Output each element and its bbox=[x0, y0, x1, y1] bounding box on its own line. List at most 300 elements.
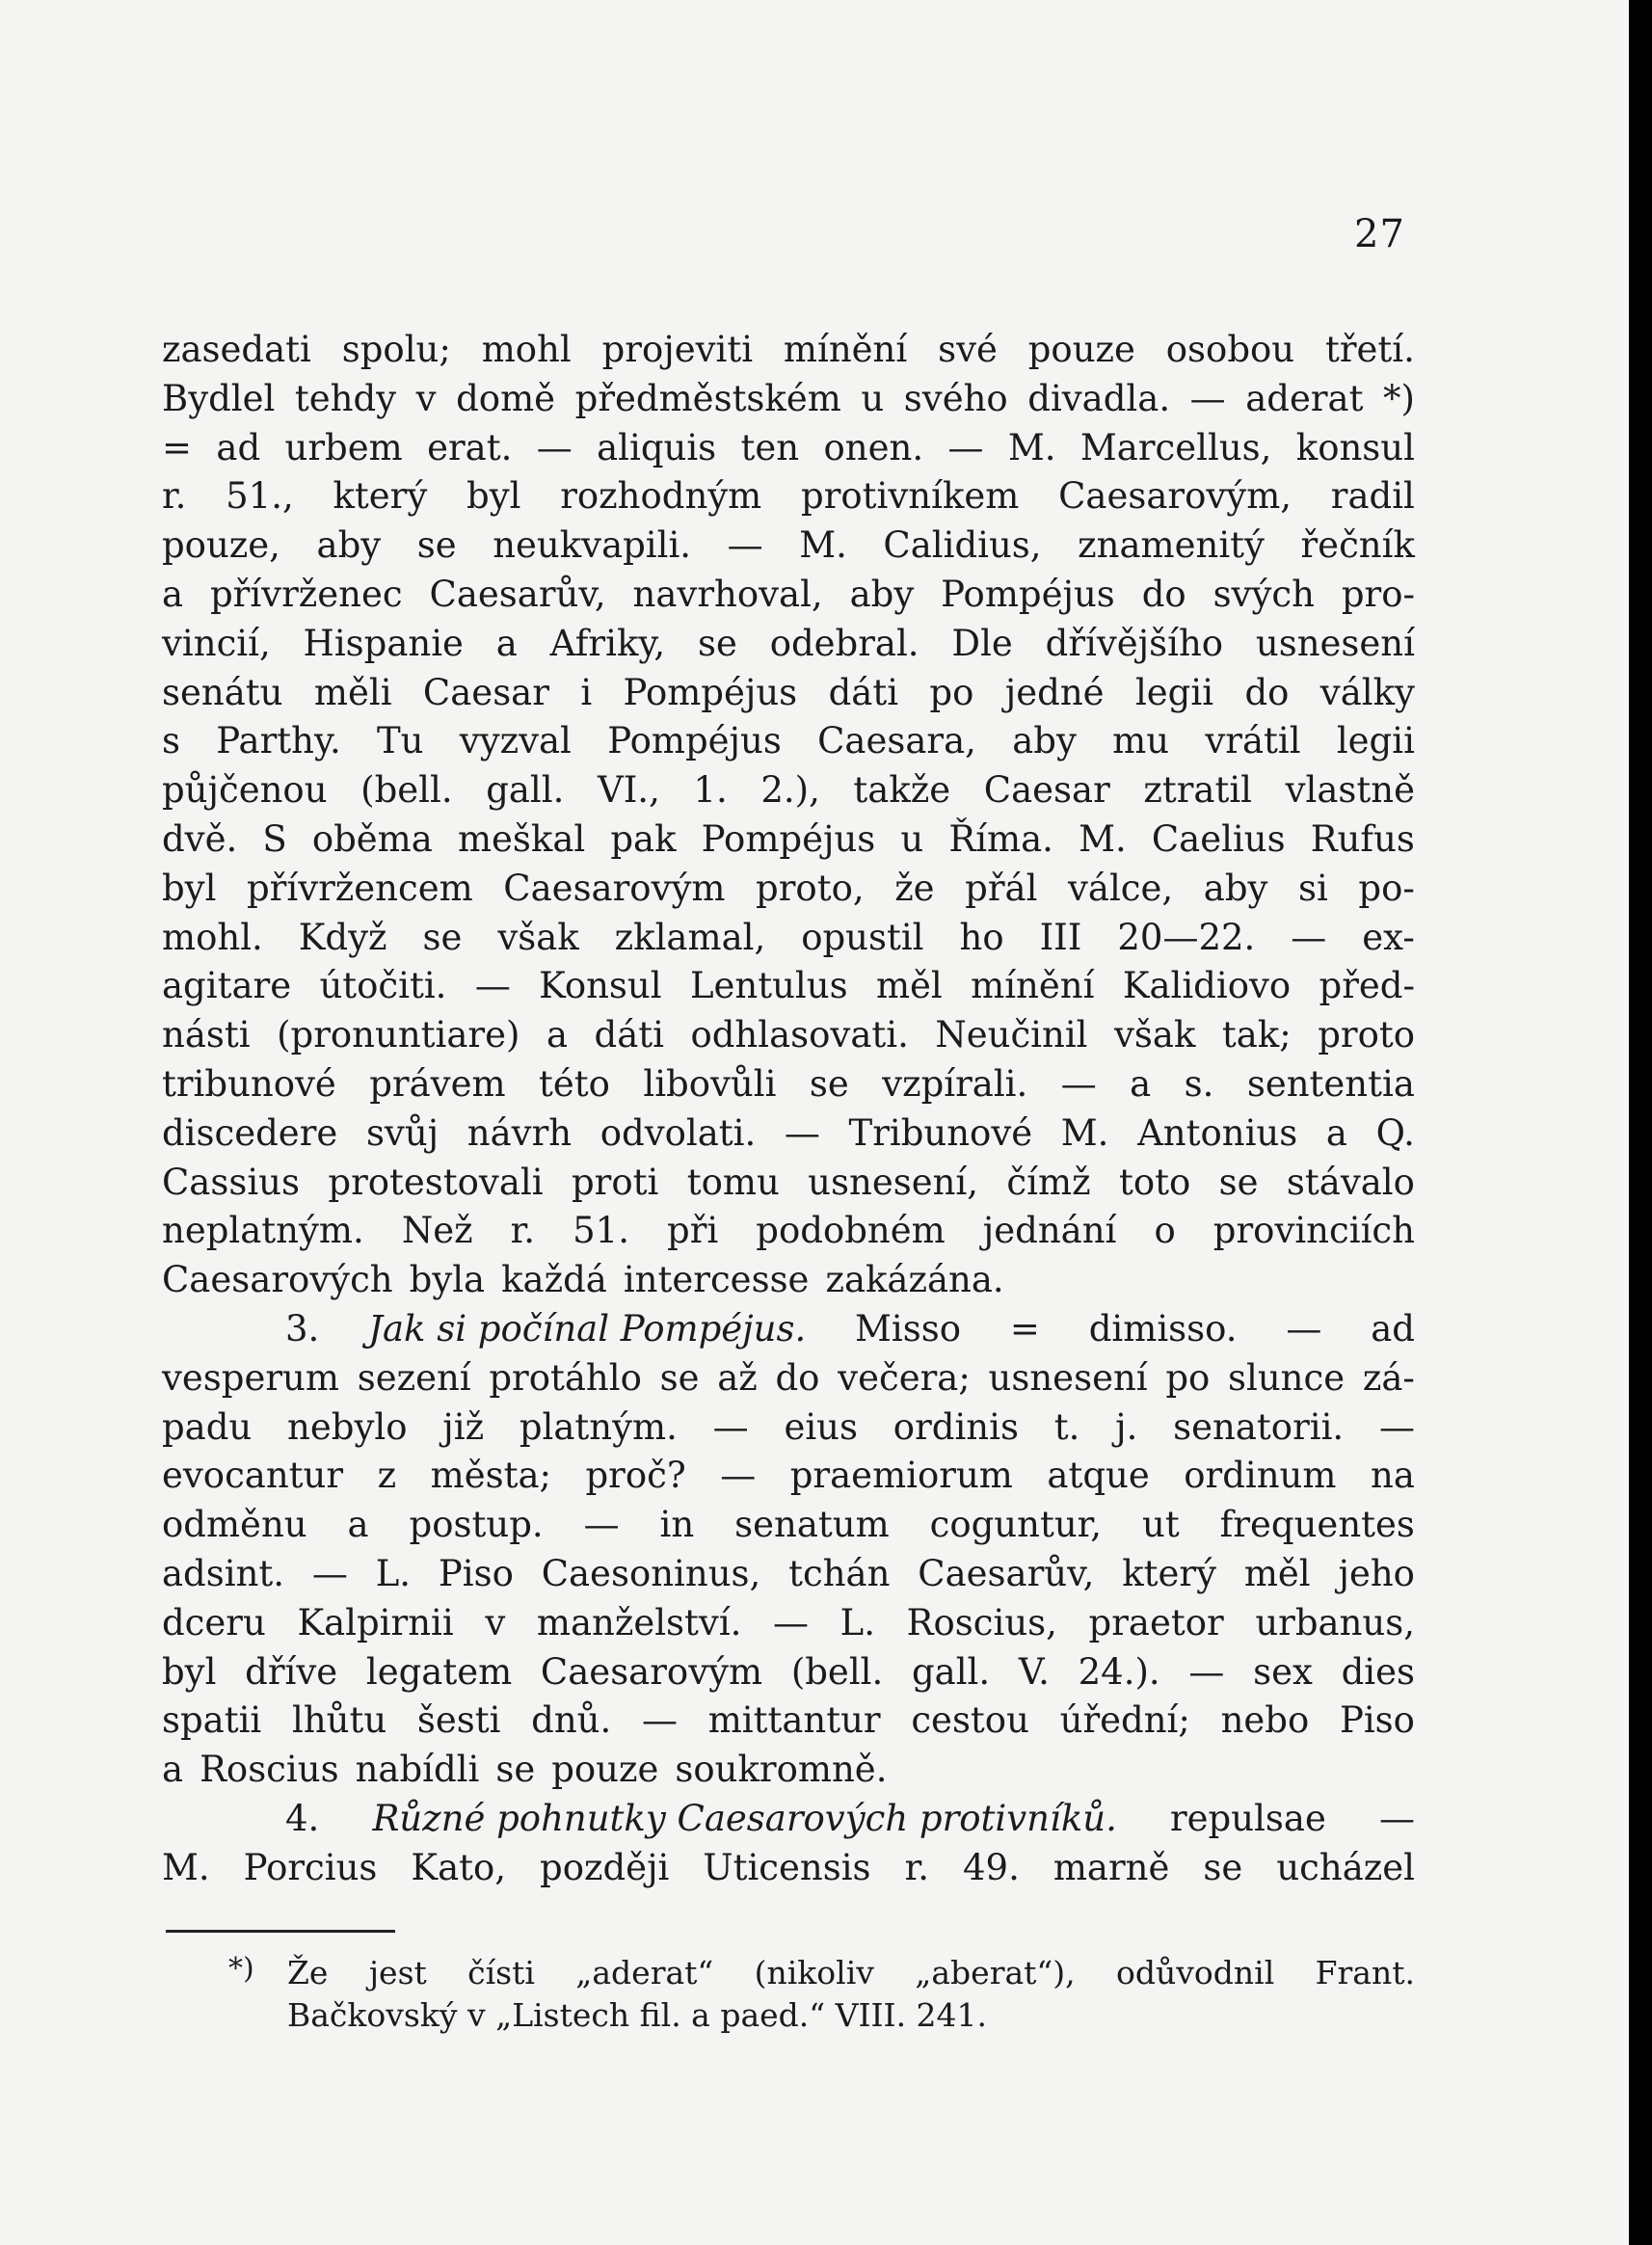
word: vrátil bbox=[1205, 720, 1301, 762]
word: Marcellus, bbox=[1079, 426, 1272, 468]
word: osobou bbox=[1165, 329, 1295, 370]
word: neplatným. bbox=[162, 1210, 364, 1252]
word: ten bbox=[740, 426, 800, 468]
word: Kato, bbox=[411, 1846, 507, 1888]
word: erat. bbox=[427, 426, 513, 468]
word: přívrženec bbox=[209, 573, 403, 615]
word: spolu; bbox=[341, 329, 451, 370]
word: aderat bbox=[1245, 377, 1364, 419]
word: — bbox=[583, 1504, 620, 1546]
word: do bbox=[775, 1356, 820, 1399]
word: byla bbox=[409, 1259, 486, 1301]
word: nebo bbox=[1220, 1699, 1310, 1742]
word: o bbox=[1154, 1210, 1176, 1252]
word: r. bbox=[510, 1210, 536, 1252]
word: mu bbox=[1112, 720, 1170, 762]
word: u bbox=[861, 377, 885, 419]
word: Pompéjus bbox=[623, 671, 798, 713]
text-line-30 bbox=[162, 1746, 1415, 1795]
word: L. bbox=[839, 1601, 876, 1644]
text-line-28 bbox=[162, 1648, 1415, 1697]
text-line-1 bbox=[162, 326, 1415, 375]
word: odebral. bbox=[769, 622, 919, 664]
word: před- bbox=[1319, 965, 1415, 1007]
word: postup. bbox=[409, 1504, 544, 1546]
word: agitare bbox=[162, 965, 292, 1007]
word: měl bbox=[875, 965, 943, 1007]
word: návrh bbox=[466, 1111, 573, 1154]
word: u bbox=[900, 817, 924, 860]
word: III bbox=[1039, 916, 1082, 958]
word: sex bbox=[1253, 1650, 1313, 1693]
word: proto bbox=[1318, 1014, 1415, 1056]
word: Caesoninus, bbox=[541, 1552, 761, 1594]
word: Hispanie bbox=[303, 622, 464, 664]
word: in bbox=[659, 1504, 695, 1546]
footnote-marker: *) bbox=[228, 1952, 254, 1986]
word: Neučinil bbox=[935, 1014, 1088, 1056]
word: a bbox=[495, 622, 518, 664]
word: aliquis bbox=[597, 426, 717, 468]
text-line-17 bbox=[162, 1109, 1415, 1159]
word: — bbox=[947, 426, 984, 468]
word: měli bbox=[313, 671, 392, 713]
word: odhlasovati. bbox=[690, 1014, 909, 1056]
word: třetí. bbox=[1324, 329, 1415, 370]
word: 51., bbox=[226, 475, 294, 518]
word: Roscius bbox=[200, 1749, 339, 1791]
word: Afriky, bbox=[549, 622, 666, 664]
word: provinciích bbox=[1212, 1210, 1415, 1252]
word: Cassius bbox=[162, 1161, 300, 1203]
word: (pronuntiare) bbox=[277, 1014, 520, 1056]
word: odůvodnil bbox=[1116, 1954, 1275, 1991]
word: senatum bbox=[734, 1504, 890, 1546]
text-line-25 bbox=[162, 1501, 1415, 1550]
word: z bbox=[377, 1455, 397, 1497]
word: — bbox=[311, 1552, 348, 1594]
word: proč? bbox=[585, 1455, 686, 1497]
word: Když bbox=[298, 916, 387, 958]
word: praetor bbox=[1088, 1601, 1224, 1644]
word: radil bbox=[1330, 475, 1415, 518]
word: Caesarův, bbox=[429, 573, 606, 615]
word: vesperum bbox=[162, 1356, 339, 1399]
word: Tribunové bbox=[848, 1111, 1033, 1154]
word: Piso bbox=[1339, 1699, 1415, 1742]
word: 2.), bbox=[760, 769, 820, 812]
word: sententia bbox=[1246, 1062, 1415, 1105]
word: a bbox=[347, 1504, 369, 1546]
word: Rufus bbox=[1310, 817, 1415, 860]
page-number: 27 bbox=[1354, 212, 1405, 256]
word: Porcius bbox=[243, 1846, 378, 1888]
word: opustil bbox=[801, 916, 924, 958]
word: ucházel bbox=[1276, 1846, 1415, 1888]
word: po bbox=[1165, 1356, 1211, 1399]
word: večera; bbox=[838, 1356, 971, 1399]
word: pak bbox=[610, 817, 677, 860]
word: řečník bbox=[1300, 524, 1415, 567]
word: Caelius bbox=[1151, 817, 1286, 860]
word: po bbox=[929, 671, 974, 713]
text-line-18 bbox=[162, 1159, 1415, 1208]
word: čísti bbox=[467, 1954, 535, 1991]
word: Pompéjus bbox=[701, 817, 876, 860]
word: jest bbox=[368, 1954, 427, 1991]
text-line-11 bbox=[162, 815, 1415, 865]
word: discedere bbox=[162, 1111, 338, 1154]
word: úřední; bbox=[1059, 1699, 1190, 1742]
word: M. bbox=[162, 1846, 210, 1888]
word: proto, bbox=[756, 867, 865, 909]
word: ztratil bbox=[1143, 769, 1253, 812]
word: zasedati bbox=[162, 329, 311, 370]
word: VI., bbox=[597, 769, 660, 812]
word: který bbox=[333, 475, 428, 518]
word: vzpírali. bbox=[882, 1062, 1028, 1105]
word: frequentes bbox=[1219, 1504, 1415, 1546]
word: sezení bbox=[357, 1356, 471, 1399]
word: do bbox=[1141, 573, 1186, 615]
word: M. bbox=[1079, 817, 1127, 860]
word: coguntur, bbox=[929, 1504, 1103, 1546]
word: i bbox=[580, 671, 593, 713]
footnote-line-2: Bačkovský v „Listech fil. a paed.“ VIII. 241. bbox=[287, 1996, 988, 2034]
word: ex- bbox=[1362, 916, 1415, 958]
word: znamenitý bbox=[1078, 524, 1265, 567]
word: tribunové bbox=[162, 1062, 336, 1105]
word: zklamal, bbox=[614, 916, 766, 958]
text-line-32 bbox=[162, 1844, 1415, 1893]
text-line-3 bbox=[162, 424, 1415, 473]
word: s. bbox=[1184, 1062, 1214, 1105]
word: ut bbox=[1142, 1504, 1180, 1546]
word: tehdy bbox=[294, 377, 397, 419]
word: slunce bbox=[1228, 1356, 1346, 1399]
word: vincií, bbox=[162, 622, 271, 664]
word: Antonius bbox=[1137, 1111, 1298, 1154]
word: Caesarovým bbox=[503, 867, 726, 909]
section-title-4: Různé pohnutky Caesarových protivníků. bbox=[372, 1797, 1117, 1839]
word: si bbox=[1298, 867, 1328, 909]
word: 3. bbox=[285, 1307, 320, 1350]
word: soukromně. bbox=[675, 1749, 888, 1791]
word: však bbox=[497, 916, 579, 958]
word: gall. bbox=[486, 769, 565, 812]
word: Frant. bbox=[1315, 1954, 1415, 1991]
word: jednání bbox=[982, 1210, 1117, 1252]
word: Konsul bbox=[539, 965, 662, 1007]
word: legatem bbox=[365, 1650, 513, 1693]
word: útočiti. bbox=[319, 965, 447, 1007]
text-line-15 bbox=[162, 1011, 1415, 1060]
word: vyzval bbox=[459, 720, 572, 762]
word: mohl. bbox=[162, 916, 263, 958]
word: usnesení bbox=[988, 1356, 1148, 1399]
text-line-29 bbox=[162, 1697, 1415, 1746]
section-heading-3 bbox=[162, 1305, 1415, 1354]
word: usnesení, bbox=[808, 1161, 979, 1203]
word: dvě. bbox=[162, 817, 238, 860]
word: legii bbox=[1336, 720, 1415, 762]
word: Caesar bbox=[422, 671, 549, 713]
text-line-23 bbox=[162, 1403, 1415, 1453]
word: nebylo bbox=[287, 1405, 408, 1448]
word: — bbox=[1060, 1062, 1097, 1105]
text-line-5 bbox=[162, 521, 1415, 571]
word: se bbox=[697, 622, 737, 664]
word: V. bbox=[1018, 1650, 1050, 1693]
text-line-2 bbox=[162, 375, 1415, 424]
word: aby bbox=[1012, 720, 1077, 762]
footnote-line-1 bbox=[231, 1952, 1415, 1994]
word: — bbox=[1291, 916, 1327, 958]
word: s bbox=[162, 720, 180, 762]
word: gall. bbox=[911, 1650, 991, 1693]
footnote bbox=[228, 1952, 1415, 2037]
word: divadla. bbox=[1027, 377, 1171, 419]
scan-edge bbox=[1629, 0, 1652, 2245]
word: aby bbox=[1203, 867, 1268, 909]
word: ordinis bbox=[893, 1405, 1019, 1448]
word: podobném bbox=[756, 1210, 946, 1252]
word: — bbox=[784, 1111, 820, 1154]
word: 20—22. bbox=[1117, 916, 1256, 958]
word: (bell. bbox=[360, 769, 453, 812]
word: „aberat“), bbox=[915, 1954, 1076, 1991]
word: Kalpirnii bbox=[297, 1601, 454, 1644]
word: protivníkem bbox=[801, 475, 1020, 518]
word: j. bbox=[1115, 1405, 1138, 1448]
word: Parthy. bbox=[216, 720, 341, 762]
word: šesti bbox=[416, 1699, 501, 1742]
word: cestou bbox=[911, 1699, 1029, 1742]
word: urbanus, bbox=[1255, 1601, 1415, 1644]
word: stávalo bbox=[1286, 1161, 1415, 1203]
word: se bbox=[495, 1749, 536, 1791]
word: Roscius, bbox=[906, 1601, 1057, 1644]
footnote-divider bbox=[166, 1930, 395, 1933]
word: (nikoliv bbox=[754, 1954, 874, 1991]
word: ad bbox=[1371, 1307, 1415, 1350]
word: M. bbox=[1007, 426, 1056, 468]
word: dceru bbox=[162, 1601, 266, 1644]
word: pouze bbox=[1027, 329, 1135, 370]
word: se bbox=[1203, 1846, 1243, 1888]
word: Caesara, bbox=[817, 720, 976, 762]
word: pouze, bbox=[162, 524, 280, 567]
word: usnesení bbox=[1255, 622, 1415, 664]
word: své bbox=[938, 329, 998, 370]
word: přál bbox=[965, 867, 1038, 909]
word: dáti bbox=[828, 671, 899, 713]
word: praemiorum bbox=[789, 1455, 1013, 1497]
word: — bbox=[712, 1405, 749, 1448]
word: který bbox=[1122, 1552, 1216, 1594]
word: — bbox=[1286, 1307, 1322, 1350]
word: Caesarovým bbox=[540, 1650, 763, 1693]
word: eius bbox=[784, 1405, 859, 1448]
word: měl bbox=[1243, 1552, 1311, 1594]
word: Říma. bbox=[948, 817, 1053, 860]
word: meškal bbox=[457, 817, 586, 860]
word: jeho bbox=[1338, 1552, 1415, 1594]
word: dřívějšího bbox=[1045, 622, 1224, 664]
text-line-14 bbox=[162, 962, 1415, 1011]
word: — bbox=[1378, 1797, 1415, 1839]
word: později bbox=[540, 1846, 670, 1888]
word: a bbox=[162, 573, 184, 615]
word: války bbox=[1319, 671, 1415, 713]
word: Pompéjus bbox=[607, 720, 782, 762]
word: protáhlo bbox=[489, 1356, 642, 1399]
word: evocantur bbox=[162, 1455, 344, 1497]
word: nabídli bbox=[355, 1749, 480, 1791]
word: svých bbox=[1212, 573, 1315, 615]
word: Kalidiovo bbox=[1122, 965, 1292, 1007]
word: čímž bbox=[1006, 1161, 1091, 1203]
word: spatii bbox=[162, 1699, 262, 1742]
text-line-4 bbox=[162, 472, 1415, 521]
word: toto bbox=[1118, 1161, 1191, 1203]
word: již bbox=[442, 1405, 485, 1448]
word: — bbox=[773, 1601, 810, 1644]
word: a bbox=[162, 1749, 184, 1791]
word: — bbox=[720, 1455, 757, 1497]
section-title-3: Jak si počínal Pompéjus. bbox=[368, 1307, 807, 1350]
word: = bbox=[162, 426, 193, 468]
word: po- bbox=[1358, 867, 1415, 909]
word: půjčenou bbox=[162, 769, 328, 812]
word: v bbox=[415, 377, 437, 419]
word: tchán bbox=[788, 1552, 891, 1594]
word: navrhoval, bbox=[632, 573, 823, 615]
word: válce, bbox=[1068, 867, 1174, 909]
word: r. bbox=[904, 1846, 929, 1888]
word: Pompéjus bbox=[941, 573, 1115, 615]
word: proti bbox=[571, 1161, 659, 1203]
word: Calidius, bbox=[883, 524, 1042, 567]
section-heading-4 bbox=[162, 1795, 1415, 1844]
word: rozhodným bbox=[560, 475, 762, 518]
text-line-9 bbox=[162, 717, 1415, 766]
word: manželství. bbox=[536, 1601, 742, 1644]
word: se bbox=[416, 524, 457, 567]
word: přívržencem bbox=[247, 867, 473, 909]
word: zakázána. bbox=[825, 1259, 1004, 1301]
word: aby bbox=[849, 573, 915, 615]
word: Dle bbox=[951, 622, 1013, 664]
word: libovůli bbox=[643, 1062, 777, 1105]
text-line-16 bbox=[162, 1060, 1415, 1109]
word: legii bbox=[1134, 671, 1214, 713]
word: repulsae bbox=[1169, 1797, 1326, 1839]
word: padu bbox=[162, 1405, 253, 1448]
word: Tu bbox=[377, 720, 424, 762]
word: svůj bbox=[365, 1111, 440, 1154]
word: právem bbox=[369, 1062, 506, 1105]
word: Bydlel bbox=[162, 377, 276, 419]
word: neukvapili. bbox=[493, 524, 692, 567]
word: — bbox=[1188, 1650, 1225, 1693]
word: 1. bbox=[693, 769, 728, 812]
word: platným. bbox=[519, 1405, 678, 1448]
word: ad bbox=[216, 426, 261, 468]
word: byl bbox=[466, 475, 521, 518]
word: násti bbox=[162, 1014, 251, 1056]
word: lhůtu bbox=[291, 1699, 387, 1742]
word: se bbox=[809, 1062, 849, 1105]
word: atque bbox=[1047, 1455, 1150, 1497]
text-line-13 bbox=[162, 914, 1415, 963]
word: Lentulus bbox=[689, 965, 848, 1007]
word: L. bbox=[375, 1552, 412, 1594]
word: Q. bbox=[1375, 1111, 1415, 1154]
word: (bell. bbox=[790, 1650, 884, 1693]
word: — bbox=[727, 524, 763, 567]
word: předměstském bbox=[574, 377, 841, 419]
word: domě bbox=[456, 377, 556, 419]
word: M. bbox=[1060, 1111, 1109, 1154]
word: 51. bbox=[573, 1210, 629, 1252]
word: ho bbox=[959, 916, 1004, 958]
word: aby bbox=[316, 524, 382, 567]
word: na bbox=[1371, 1455, 1415, 1497]
text-line-24 bbox=[162, 1452, 1415, 1501]
word: města; bbox=[430, 1455, 551, 1497]
word: senátu bbox=[162, 671, 283, 713]
footnote-reference: *) bbox=[1383, 377, 1415, 419]
word: mohl bbox=[481, 329, 572, 370]
word: 49. bbox=[962, 1846, 1020, 1888]
text-line-22 bbox=[162, 1354, 1415, 1403]
word: onen. bbox=[823, 426, 924, 468]
word: každá bbox=[501, 1259, 607, 1301]
text-line-20 bbox=[162, 1256, 1415, 1305]
word: marně bbox=[1052, 1846, 1170, 1888]
word: se bbox=[422, 916, 463, 958]
word: urbem bbox=[284, 426, 403, 468]
word: dáti bbox=[594, 1014, 664, 1056]
text-line-8 bbox=[162, 669, 1415, 718]
word: ordinum bbox=[1184, 1455, 1337, 1497]
word: však bbox=[1114, 1014, 1196, 1056]
word: t. bbox=[1053, 1405, 1080, 1448]
word: — bbox=[474, 965, 511, 1007]
word: pro- bbox=[1341, 573, 1415, 615]
text-line-19 bbox=[162, 1207, 1415, 1256]
text-line-6 bbox=[162, 571, 1415, 620]
word: mínění bbox=[971, 965, 1095, 1007]
word: dimisso. bbox=[1088, 1307, 1238, 1350]
word: Uticensis bbox=[703, 1846, 871, 1888]
word: se bbox=[659, 1356, 700, 1399]
body-text bbox=[162, 326, 1415, 1893]
word: vlastně bbox=[1285, 769, 1415, 812]
word: projeviti bbox=[601, 329, 754, 370]
word: mínění bbox=[783, 329, 908, 370]
word: takže bbox=[853, 769, 951, 812]
text-line-7 bbox=[162, 620, 1415, 669]
text-line-27 bbox=[162, 1599, 1415, 1648]
word: Caesarův, bbox=[918, 1552, 1095, 1594]
word: 24.). bbox=[1078, 1650, 1160, 1693]
word: adsint. bbox=[162, 1552, 285, 1594]
word: = bbox=[1009, 1307, 1040, 1350]
word: Misso bbox=[855, 1307, 962, 1350]
word: a bbox=[546, 1014, 569, 1056]
